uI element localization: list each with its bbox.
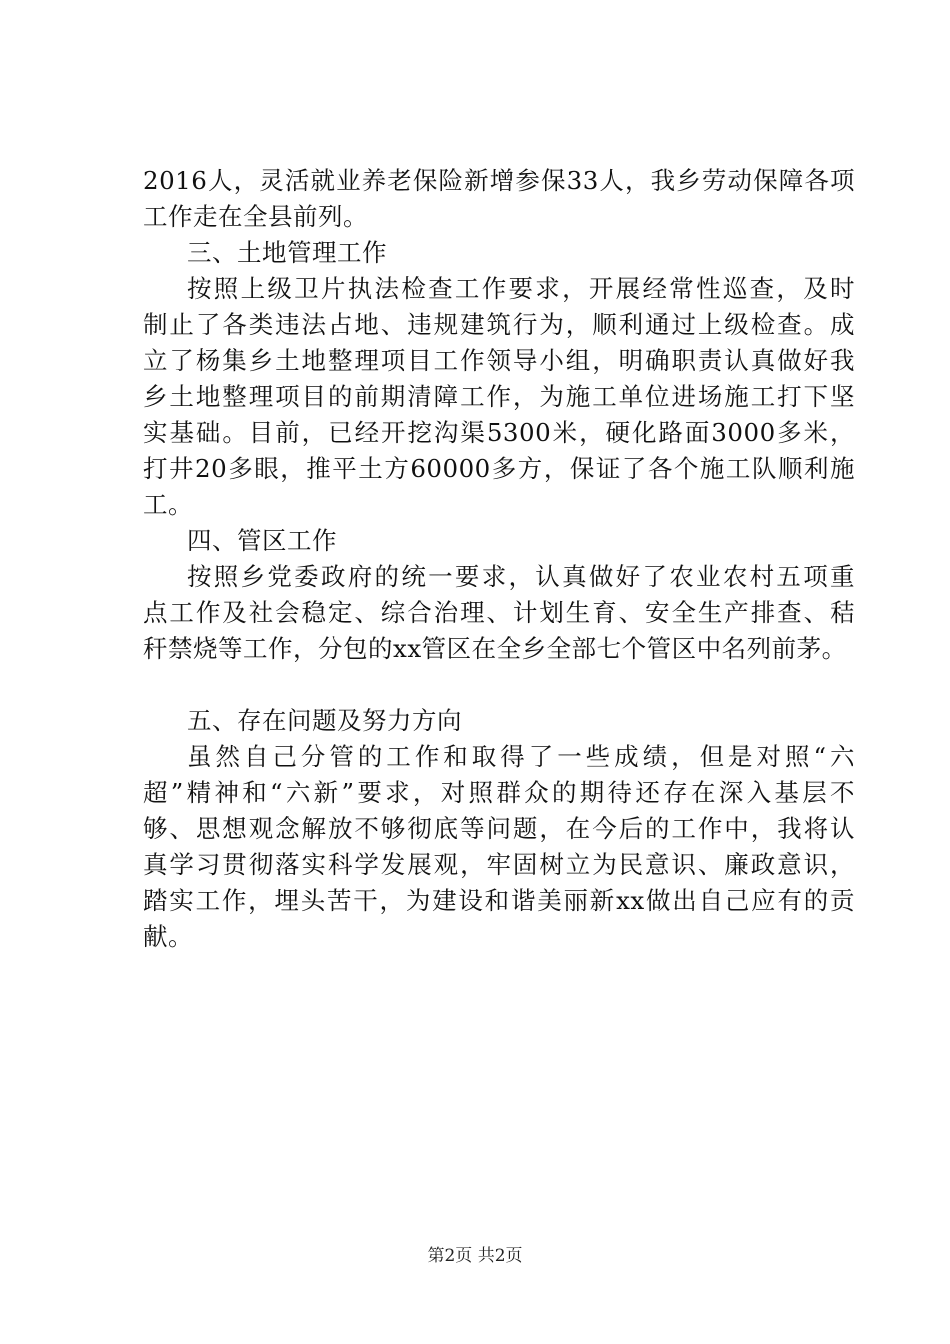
body-line: 乡土地整理项目的前期清障工作，为施工单位进场施工打下坚: [143, 382, 855, 411]
body-line: 工作走在全县前列。: [143, 202, 368, 231]
body-line: 虽然自己分管的工作和取得了一些成绩，但是对照“六: [187, 742, 855, 771]
body-line: 实基础。目前，已经开挖沟渠5300米，硬化路面3000多米，: [143, 418, 855, 447]
body-line: 制止了各类违法占地、违规建筑行为，顺利通过上级检查。成: [143, 310, 855, 339]
body-line: 踏实工作，埋头苦干，为建设和谐美丽新xx做出自己应有的贡: [143, 886, 855, 915]
body-line: 真学习贯彻落实科学发展观，牢固树立为民意识、廉政意识，: [143, 850, 855, 879]
body-line: 按照乡党委政府的统一要求，认真做好了农业农村五项重: [187, 562, 855, 591]
section-heading-problems-direction: 五、存在问题及努力方向: [187, 706, 462, 735]
page-number-footer: 第2页 共2页: [427, 1246, 523, 1266]
body-line: 点工作及社会稳定、综合治理、计划生育、安全生产排查、秸: [143, 598, 855, 627]
section-heading-district-work: 四、管区工作: [187, 526, 337, 555]
body-line: 按照上级卫片执法检查工作要求，开展经常性巡查，及时: [187, 274, 855, 303]
section-heading-land-management: 三、土地管理工作: [187, 238, 387, 267]
body-line: 打井20多眼，推平土方60000多方，保证了各个施工队顺利施: [143, 454, 855, 483]
body-line: 2016人，灵活就业养老保险新增参保33人，我乡劳动保障各项: [143, 166, 855, 195]
body-line: 立了杨集乡土地整理项目工作领导小组，明确职责认真做好我: [143, 346, 855, 375]
body-line: 献。: [143, 922, 193, 951]
body-line: 工。: [143, 490, 193, 519]
paragraph-gap: [143, 667, 855, 703]
document-body: [143, 163, 855, 955]
body-line: 超”精神和“六新”要求，对照群众的期待还存在深入基层不: [143, 778, 855, 807]
body-line: 秆禁烧等工作，分包的xx管区在全乡全部七个管区中名列前茅。: [143, 634, 847, 663]
body-line: 够、思想观念解放不够彻底等问题，在今后的工作中，我将认: [143, 814, 855, 843]
